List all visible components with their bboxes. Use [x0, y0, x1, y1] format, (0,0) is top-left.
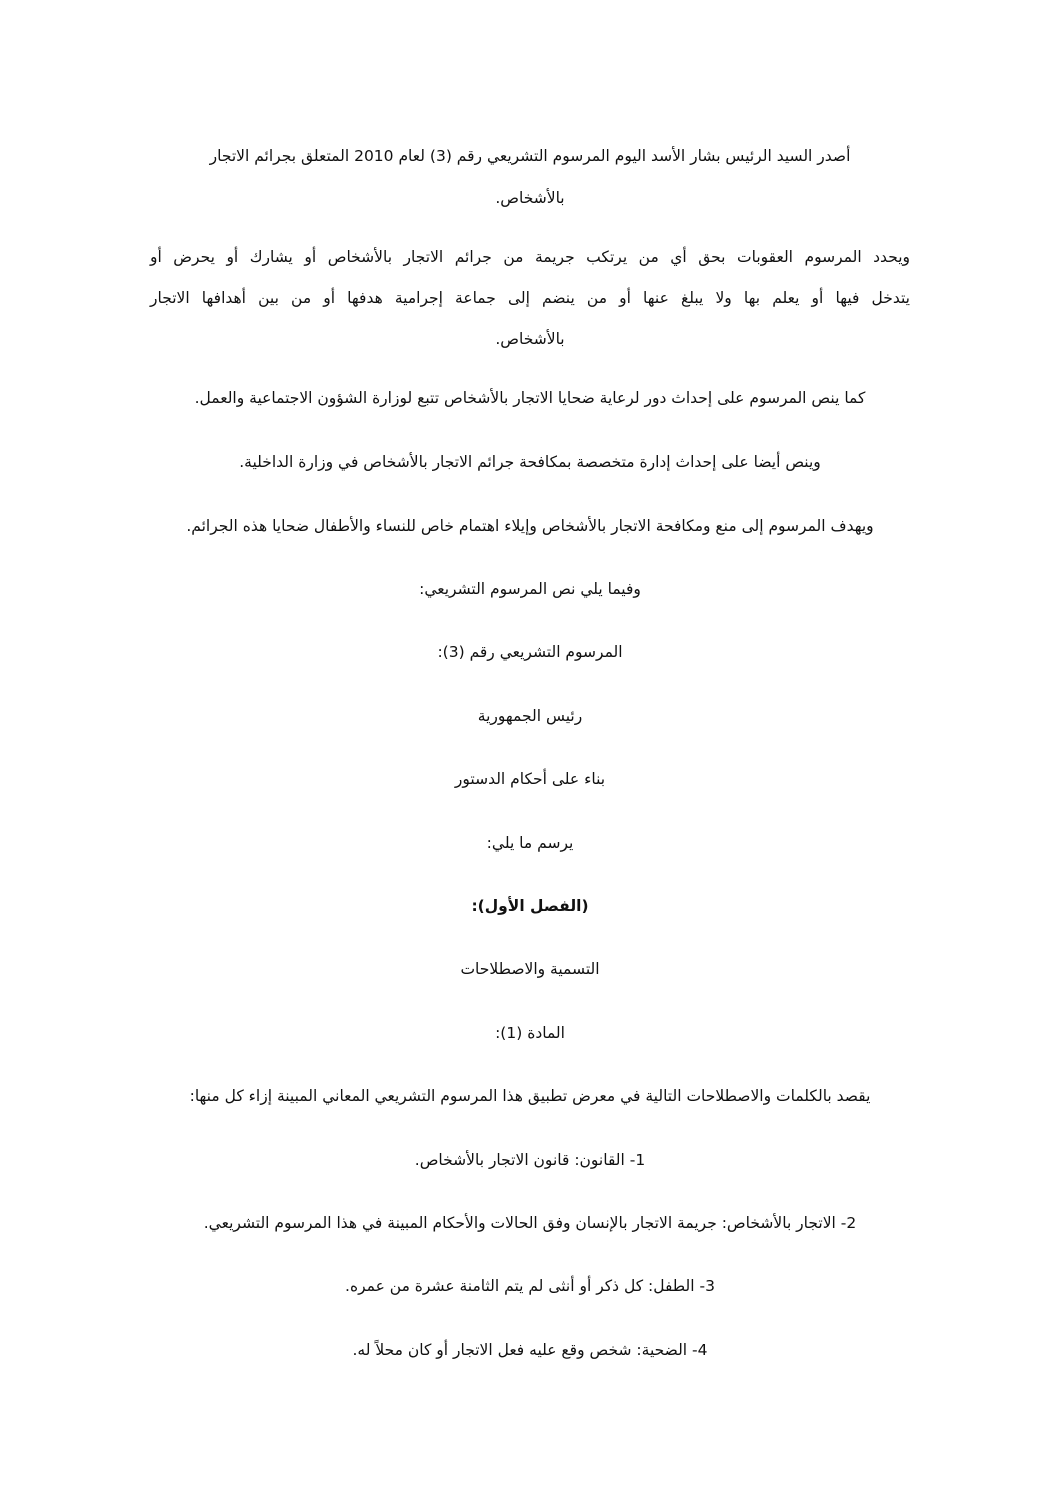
- intro-paragraph-line-1: أصدر السيد الرئيس بشار الأسد اليوم المرسوم التشريعي رقم (3) لعام 2010 المتعلق بجرائم الاتجار: [209, 147, 851, 165]
- definition-item: 3- الطفل: كل ذكر أو أنثى لم يتم الثامنة عشرة من عمره.: [345, 1277, 715, 1295]
- penalties-paragraph-line-2: يتدخل فيها أو يعلم بها ولا يبلغ عنها أو من ينضم إلى جماعة إجرامية هدفها أو من بين أهدافها الاتجار: [150, 289, 910, 307]
- text-follows-line: وفيما يلي نص المرسوم التشريعي:: [419, 580, 641, 598]
- decree-number-heading: المرسوم التشريعي رقم (3):: [437, 643, 623, 661]
- definition-item: 1- القانون: قانون الاتجار بالأشخاص.: [414, 1151, 646, 1169]
- shelters-paragraph: كما ينص المرسوم على إحداث دور لرعاية ضحايا الاتجار بالأشخاص تتبع لوزارة الشؤون الاجتماعية والعمل.: [194, 389, 866, 407]
- president-heading: رئيس الجمهورية: [477, 707, 583, 725]
- aim-paragraph: ويهدف المرسوم إلى منع ومكافحة الاتجار بالأشخاص وإيلاء اهتمام خاص للنساء والأطفال ضحايا هذه الجرائم.: [186, 517, 874, 535]
- penalties-paragraph-line-3: بالأشخاص.: [495, 330, 565, 348]
- chapter-title: التسمية والاصطلاحات: [460, 960, 600, 978]
- definitions-intro: يقصد بالكلمات والاصطلاحات التالية في معرض تطبيق هذا المرسوم التشريعي المعاني المبينة إزاء كل منها:: [189, 1087, 871, 1105]
- definition-item: 2- الاتجار بالأشخاص: جريمة الاتجار بالإنسان وفق الحالات والأحكام المبينة في هذا المرسوم التشريعي.: [203, 1214, 857, 1232]
- article-one-heading: المادة (1):: [495, 1024, 565, 1042]
- penalties-paragraph-line-1: ويحدد المرسوم العقوبات بحق أي من يرتكب جريمة من جرائم الاتجار بالأشخاص أو يشارك أو يحرض أو: [150, 248, 910, 266]
- intro-paragraph-line-2: بالأشخاص.: [495, 189, 565, 207]
- definition-item: 4- الضحية: شخص وقع عليه فعل الاتجار أو كان محلاً له.: [352, 1341, 708, 1359]
- decrees-line: يرسم ما يلي:: [486, 834, 574, 852]
- chapter-one-heading: (الفصل الأول):: [471, 897, 589, 915]
- constitution-line: بناء على أحكام الدستور: [454, 770, 606, 788]
- department-paragraph: وينص أيضا على إحداث إدارة متخصصة بمكافحة جرائم الاتجار بالأشخاص في وزارة الداخلية.: [239, 453, 821, 471]
